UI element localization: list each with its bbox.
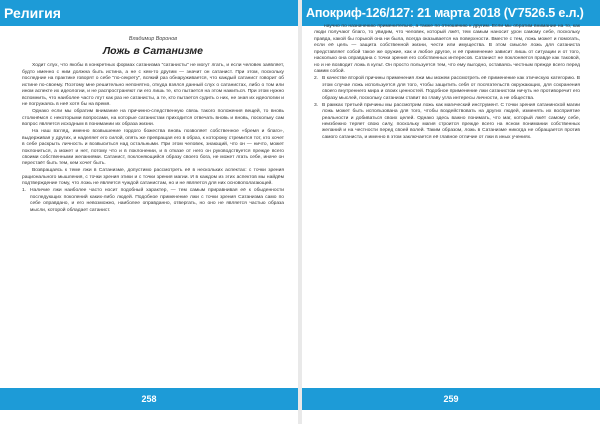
list-text: В рамках третьей причины мы рассмотрим ложь как магический инструмент. С точки зрения сатанинской магии ложь может быть использована для того, чтобы воздействовать на других людей, изменять их восприятие реальности и добиваться своих целей. Однако здесь важно понимать, что маг, который лжёт самому себе, неизбежно теряет свою силу, поскольку магия строится прежде всего на ясном понимании собственных желаний и на честности перед своей волей. Таким образом, ложь в Сатанизме никогда не обращается против самого сатаниста, и именно в этом заключается её главное отличие от лжи в иных учениях. (322, 102, 580, 140)
left-page-footer (0, 388, 298, 410)
left-page-column (22, 36, 284, 384)
right-page-column (314, 24, 580, 382)
list-item (314, 103, 580, 142)
right-page-footer (302, 388, 600, 410)
issue-header (302, 0, 600, 26)
paragraph: Однако если мы обратим внимание на причинно-следственную связь такого положения вещей, то вновь столкнёмся с некоторыми вопросами, на которые сатанистам приходится отвечать вновь и вновь, поскольку сам вопрос является исходным в понимании их образа жизни. (22, 109, 284, 128)
paragraph: Ходит слух, что якобы в конкретных формах сатанизма "сатанисты" не могут лгать, и если человек заявляет, будто именно с ним должна быть истина, а не с кем-то другим — значит он сатанист. При этом, поскольку последние на практике говорят о себе "по-секрету", всякий раз обнаруживается, что каждый сатанист говорит об истине по-своему. Поэтому мне решительно непонятно, откуда взялся данный слух о сатанистах, либо о том или ином аспекте их идеологии, и не распространяют ли его лишь те, кто пытается на этом нажиться. При этом нужно вспомнить, что наиболее часто лгут как раз не сатанисты, а те, кто пытается судить о них, не зная их идеологии и не погружаясь в неё хотя бы на время. (22, 63, 284, 108)
list-item (314, 76, 580, 102)
list-text: В качестве второй причины применения лжи мы можем рассмотреть её применение как этическую категорию. В этом случае ложь используется для того, чтобы защитить себя от посягательств окружающих, для сохранения своего внутреннего мира и своих ценностей. Подобное применение лжи сатанистом ничуть не противоречит его образу мыслей, поскольку сатанизм ставит во главу угла интересы личности, а не общества. (322, 76, 580, 101)
list-item (22, 188, 284, 214)
list-text: Наличие лжи наиболее часто носит подобный характер, — тем самым приравнивая её к обыденности последующих поколений каких-либо людей. Подобное применение лжи с точки зрения Сатанизма само по себе оправдано, и его невозможно, наиболее оправданно, отвергать, но оно не является частью образа мысли, которой обладает сатанист. (30, 188, 284, 213)
article-title: Ложь в Сатанизме (102, 45, 204, 58)
list-number: 3. (314, 102, 319, 108)
section-header (0, 0, 298, 26)
numbered-list (314, 76, 580, 141)
list-number: 1. (22, 188, 27, 194)
paragraph: научно по назначению применительно, а также по отношению к другим. Если мы обратим внимание на то, как люди получают благо, то увидим, что человек, который лжёт, тем самым наносит урон самому себе, поскольку правда, какой бы горькой она ни была, всегда оказывается на поверхности. Вместе с тем, ложь может и помогать, если её цель — защита собственной жизни, чести или имущества. В этом смысле ложь для сатаниста представляет собой такое же оружие, как и любое другое, и её применение зависит лишь от ситуации и от того, насколько она оправдана с точки зрения его собственных интересов. Сатанист не поклоняется правде как таковой, но и не возводит ложь в культ. Он просто пользуется тем, что ему выгодно, оставаясь честным прежде всего перед самим собой. (314, 24, 580, 75)
issue-title: Апокриф-126/127: 21 марта 2018 (Ѵ7526.5 е.л.) (306, 6, 584, 20)
paragraph: На наш взгляд, именно возвышение гордого божества вновь позволяет собственное «бремя и благо», выдерживая у других, и наделяет его силой, опять же превращая его в образ, к которому стремится тот, кто хочет в себе раскрыть личность и возвыситься над остальными. При этом человек, знающий, что он — ничто, может поклониться, а может и нет, потому что и в поклонении, и в отказе от него он руководствуется прежде всего своими собственными желаниями. Сатанист, поклоняющийся образу своего бога, не может лгать себе, иначе он перестаёт быть тем, кем хочет быть. (22, 129, 284, 167)
article-author: Владимир Воронов (128, 36, 178, 42)
page-number: 259 (443, 394, 459, 404)
paragraph: Возвращаясь к теме лжи в Сатанизме, допустимо рассмотреть её в нескольких аспектах: с точки зрения рационального мышления, с точки зрения этики и с точки зрения магии. И в каждом из этих аспектов мы найдём подтверждение тому, что ложь не является чуждой сатанистам, но и не является для них основополагающей. (22, 168, 284, 187)
page-gutter (298, 0, 302, 424)
numbered-list (22, 188, 284, 214)
page-number: 258 (141, 394, 157, 404)
list-number: 2. (314, 76, 319, 82)
section-title: Религия (4, 5, 61, 21)
